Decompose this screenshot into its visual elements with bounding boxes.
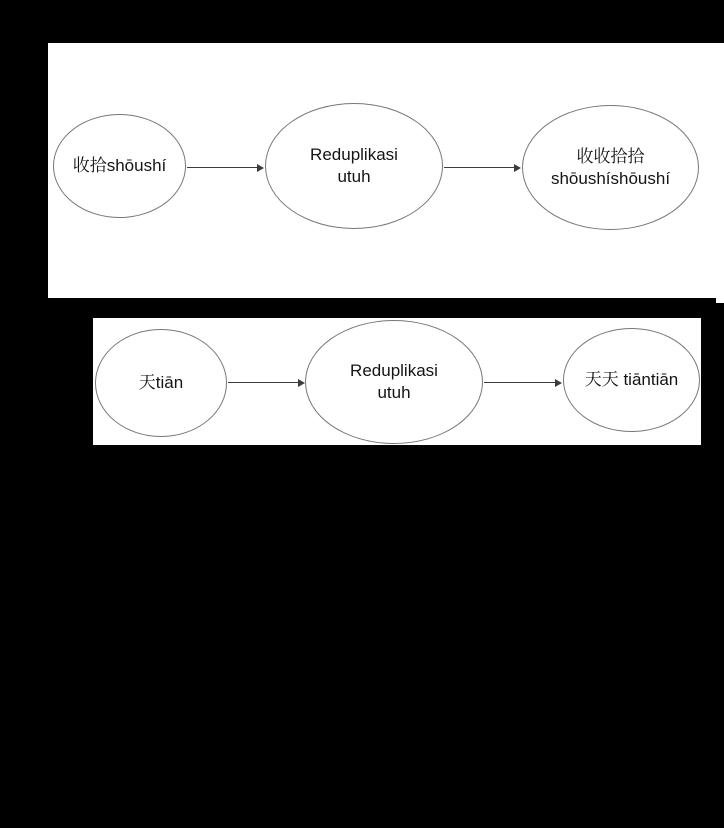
node-label-line2: shōushíshōushí: [550, 168, 671, 188]
flow-arrow-icon: [187, 163, 264, 172]
node-label-line2: utuh: [337, 167, 371, 186]
arrow-head-icon: [257, 164, 264, 172]
arrow-head-icon: [514, 164, 521, 172]
node-source-word-shoushi: [53, 114, 186, 218]
arrow-shaft: [484, 382, 555, 384]
node-label-line1: Reduplikasi: [310, 145, 398, 164]
arrow-shaft: [187, 167, 257, 169]
flow-arrow-icon: [228, 378, 305, 387]
flow-arrow-icon: [444, 163, 521, 172]
node-source-word-tian: [95, 329, 227, 437]
node-label: 天tiān: [138, 373, 184, 392]
arrow-head-icon: [298, 379, 305, 387]
node-process-reduplikasi-utuh: [265, 103, 443, 229]
node-label: 天天 tiāntiān: [584, 370, 679, 389]
arrow-shaft: [228, 382, 298, 384]
node-process-reduplikasi-utuh: [305, 320, 483, 444]
node-label: 收拾shōushí: [72, 156, 167, 175]
arrow-head-icon: [555, 379, 562, 387]
flow-arrow-icon: [484, 378, 562, 387]
node-label-line1: Reduplikasi: [350, 361, 438, 380]
diagram-panel-2: [93, 318, 701, 445]
node-label-line2: utuh: [377, 383, 411, 402]
page-edge-fragment: [716, 296, 724, 303]
arrow-shaft: [444, 167, 514, 169]
diagram-panel-1: [48, 43, 724, 298]
node-result-word-tiantian: [563, 328, 700, 432]
node-result-word-shoushishoushi: [522, 105, 699, 230]
node-label-line1: 收收拾拾: [576, 146, 645, 166]
